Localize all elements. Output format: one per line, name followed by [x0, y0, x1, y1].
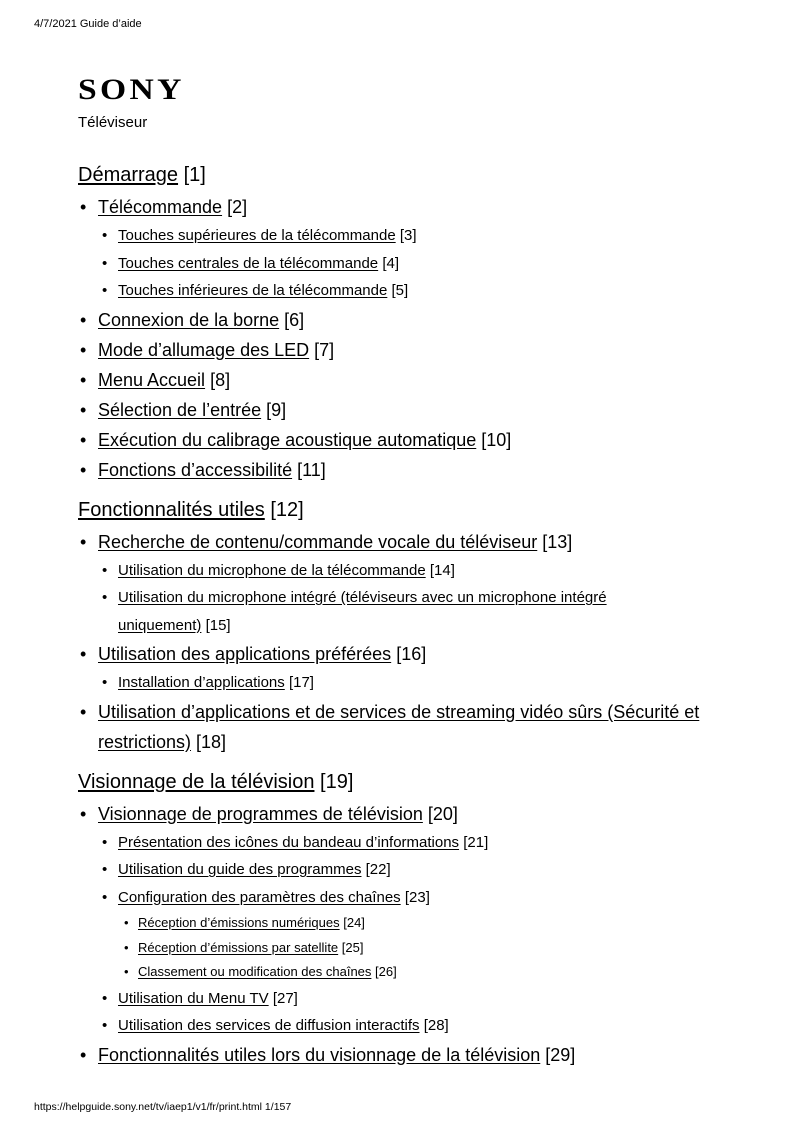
toc-link[interactable]: Menu Accueil [98, 369, 206, 390]
section-link[interactable]: Visionnage de la télévision [78, 770, 315, 793]
list-item [78, 395, 738, 425]
item-number: [25] [341, 939, 364, 955]
toc-link[interactable]: Utilisation du microphone intégré (téléviseurs avec un microphone intégré uniquement) [118, 589, 607, 634]
toc-link[interactable]: Utilisation des services de diffusion interactifs [118, 1017, 420, 1034]
item-number: [11] [297, 459, 326, 480]
list-item [78, 222, 738, 250]
item-number: [20] [427, 803, 458, 824]
item-number: [14] [429, 561, 455, 579]
sony-logo: SONY [78, 73, 185, 106]
toc-link[interactable]: Réception d’émissions numériques [138, 915, 340, 930]
list-item [78, 527, 738, 557]
toc-link[interactable]: Télécommande [98, 197, 223, 217]
section-list [78, 192, 738, 485]
list-item [78, 1040, 738, 1070]
toc-link[interactable]: Touches supérieures de la télécommande [118, 227, 396, 244]
item-number: [15] [205, 616, 231, 634]
toc-link[interactable]: Configuration des paramètres des chaînes [118, 888, 401, 906]
toc-link[interactable]: Installation d’applications [118, 674, 285, 691]
list-item [78, 425, 738, 455]
list-item [78, 669, 738, 697]
item-number: [3] [399, 227, 417, 244]
toc-link[interactable]: Utilisation d’applications et de services de streaming vidéo sûrs (Sécurité et restrictions) [98, 701, 700, 752]
item-number: [23] [404, 888, 430, 906]
item-number: [24] [343, 915, 365, 930]
toc-link[interactable]: Réception d’émissions par satellite [138, 939, 339, 955]
toc-link[interactable]: Exécution du calibrage acoustique automatique [98, 429, 477, 450]
list-item [78, 1012, 738, 1040]
toc-link[interactable]: Connexion de la borne [98, 309, 280, 330]
toc-link[interactable]: Visionnage de programmes de télévision [98, 803, 423, 824]
item-number: [8] [210, 369, 231, 390]
toc-link[interactable]: Sélection de l’entrée [98, 399, 262, 420]
section-number: [1] [183, 164, 206, 186]
toc-link[interactable]: Utilisation du Menu TV [118, 989, 269, 1007]
section-link[interactable]: Fonctionnalités utiles [78, 498, 265, 521]
list-item [78, 884, 738, 912]
toc-link[interactable]: Fonctions d’accessibilité [98, 459, 293, 480]
item-number: [13] [542, 531, 573, 552]
section-list [78, 799, 738, 1070]
item-number: [17] [288, 674, 314, 691]
toc-link[interactable]: Utilisation du microphone de la télécommande [118, 561, 426, 579]
section-number: [19] [320, 770, 354, 793]
section-heading-fonctionnalites-utiles [78, 495, 738, 525]
toc-link[interactable]: Touches centrales de la télécommande [118, 254, 379, 272]
toc-link[interactable]: Fonctionnalités utiles lors du visionnage de la télévision [98, 1044, 541, 1065]
list-item [78, 936, 738, 961]
item-number: [6] [284, 309, 305, 330]
item-number: [16] [396, 644, 427, 664]
list-item [78, 305, 738, 335]
list-item [78, 911, 738, 936]
section-list [78, 527, 738, 757]
toc-link[interactable]: Utilisation des applications préférées [98, 644, 392, 664]
toc-link[interactable]: Mode d’allumage des LED [98, 339, 310, 360]
item-number: [22] [365, 861, 391, 878]
list-item [78, 192, 738, 222]
product-name: Téléviseur [78, 114, 148, 131]
list-item [78, 455, 738, 485]
item-number: [18] [196, 731, 227, 752]
item-number: [4] [382, 254, 400, 272]
section-link[interactable]: Démarrage [78, 164, 179, 186]
list-item [78, 335, 738, 365]
list-item [78, 856, 738, 884]
list-item [78, 960, 738, 985]
item-number: [26] [375, 964, 397, 979]
toc-link[interactable]: Présentation des icônes du bandeau d’informations [118, 833, 460, 851]
list-item [78, 557, 738, 585]
list-item [78, 365, 738, 395]
item-number: [9] [266, 399, 287, 420]
page-header-date-title: 4/7/2021 Guide d’aide [34, 18, 142, 30]
section-number: [12] [270, 498, 304, 521]
toc-link[interactable]: Classement ou modification des chaînes [138, 964, 372, 979]
table-of-contents [78, 160, 738, 1070]
section-heading-visionnage [78, 767, 738, 797]
list-item [78, 250, 738, 278]
item-number: [2] [227, 197, 248, 217]
list-item [78, 639, 738, 669]
list-item [78, 829, 738, 857]
item-number: [21] [463, 833, 489, 851]
page-footer-url: https://helpguide.sony.net/tv/iaep1/v1/fr/print.html 1/157 [34, 1101, 292, 1113]
section-heading-demarrage [78, 160, 738, 190]
item-number: [29] [545, 1044, 576, 1065]
item-number: [27] [272, 989, 298, 1007]
toc-link[interactable]: Utilisation du guide des programmes [118, 861, 362, 878]
list-item [78, 277, 738, 305]
toc-link[interactable]: Touches inférieures de la télécommande [118, 282, 388, 299]
item-number: [28] [423, 1017, 449, 1034]
list-item [78, 584, 738, 639]
list-item [78, 985, 738, 1013]
item-number: [5] [391, 282, 409, 299]
item-number: [7] [314, 339, 335, 360]
item-number: [10] [481, 429, 512, 450]
toc-link[interactable]: Recherche de contenu/commande vocale du téléviseur [98, 531, 538, 552]
list-item [78, 697, 738, 757]
list-item [78, 799, 738, 829]
